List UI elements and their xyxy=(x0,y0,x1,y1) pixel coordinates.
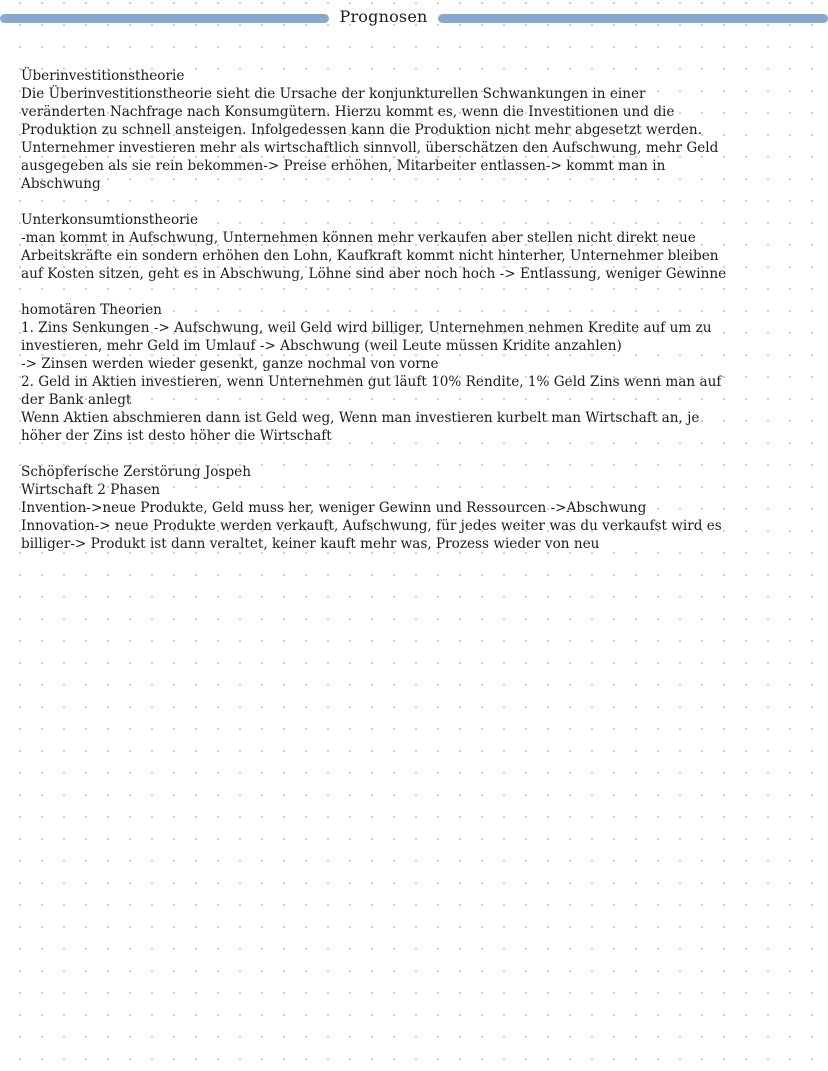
text-line: Abschwung xyxy=(21,176,101,192)
text-line: investieren, mehr Geld im Umlauf -> Abschwung (weil Leute müssen Kridite anzahlen) xyxy=(21,338,622,354)
text-line: billiger-> Produkt ist dann veraltet, keiner kauft mehr was, Prozess wieder von neu xyxy=(21,536,600,552)
text-line: Invention->neue Produkte, Geld muss her, weniger Gewinn und Ressourcen ->Abschwung xyxy=(21,500,647,516)
text-line: veränderten Nachfrage nach Konsumgütern. Hierzu kommt es, wenn die Investitionen und die xyxy=(21,104,675,120)
header-rule-right xyxy=(438,14,828,23)
text-line: 2. Geld in Aktien investieren, wenn Unternehmen gut läuft 10% Rendite, 1% Geld Zins wenn man auf xyxy=(21,374,722,390)
text-line: Unternehmer investieren mehr als wirtschaftlich sinnvoll, überschätzen den Aufschwung, mehr Geld xyxy=(21,140,719,156)
section-heading: Überinvestitionstheorie xyxy=(21,68,185,84)
text-line: 1. Zins Senkungen -> Aufschwung, weil Geld wird billiger, Unternehmen nehmen Kredite auf um zu xyxy=(21,320,712,336)
header-rule-left xyxy=(0,14,329,23)
section-heading: Schöpferische Zerstörung Jospeh xyxy=(21,464,251,480)
text-line: der Bank anlegt xyxy=(21,392,132,408)
text-line: auf Kosten sitzen, geht es in Abschwung, Löhne sind aber noch hoch -> Entlassung, weniger Gewinne xyxy=(21,266,727,282)
text-line: Die Überinvestitionstheorie sieht die Ursache der konjunkturellen Schwankungen in einer xyxy=(21,86,646,102)
notes-body xyxy=(21,67,821,571)
page-header xyxy=(0,6,828,28)
section-monetaere-theorien xyxy=(21,301,821,445)
text-line: höher der Zins ist desto höher die Wirtschaft xyxy=(21,428,332,444)
text-line: -man kommt in Aufschwung, Unternehmen können mehr verkaufen aber stellen nicht direkt neue xyxy=(21,230,696,246)
text-line: -> Zinsen werden wieder gesenkt, ganze nochmal von vorne xyxy=(21,356,439,372)
text-line: ausgegeben als sie rein bekommen-> Preise erhöhen, Mitarbeiter entlassen-> kommt man in xyxy=(21,158,666,174)
section-schoepferische-zerstoerung xyxy=(21,463,821,553)
section-ueberinvestitionstheorie xyxy=(21,67,821,193)
page-title: Prognosen xyxy=(339,7,428,26)
text-line: Wenn Aktien abschmieren dann ist Geld weg, Wenn man investieren kurbelt man Wirtschaft an, je xyxy=(21,410,700,426)
text-line: Arbeitskräfte ein sondern erhöhen den Lohn, Kaufkraft kommt nicht hinterher, Unternehmer bleiben xyxy=(21,248,719,264)
text-line: Produktion zu schnell ansteigen. Infolgedessen kann die Produktion nicht mehr abgesetzt werden. xyxy=(21,122,703,138)
text-line: Innovation-> neue Produkte werden verkauft, Aufschwung, für jedes weiter was du verkaufst wird es xyxy=(21,518,722,534)
section-heading: Unterkonsumtionstheorie xyxy=(21,212,199,228)
section-heading: homotären Theorien xyxy=(21,302,162,318)
text-line: Wirtschaft 2 Phasen xyxy=(21,482,161,498)
section-unterkonsumtionstheorie xyxy=(21,211,821,283)
